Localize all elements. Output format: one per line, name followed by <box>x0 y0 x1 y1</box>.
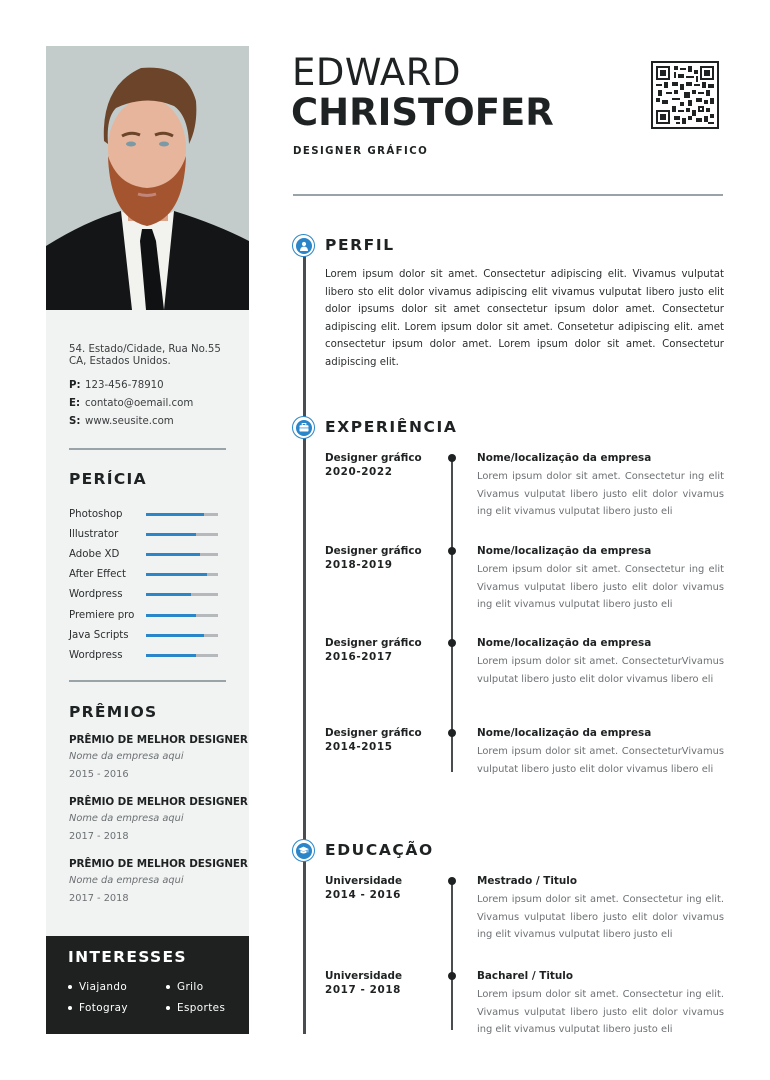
skill-name: Java Scripts <box>69 629 129 641</box>
skill-name: After Effect <box>69 569 127 581</box>
job-description: Lorem ipsum dolor sit amet. Consectetur ing elit Vivamus vulputat libero justo elit dolor vivamus ing elit vivamus vulputat libero justo eli <box>477 564 724 611</box>
award-item <box>69 856 249 908</box>
job-role: Designer gráfico <box>325 545 422 557</box>
job-role: Designer gráfico <box>325 637 422 649</box>
address-line-2: CA, Estados Unidos. <box>69 356 171 367</box>
award-title: PRÊMIO DE MELHOR DESIGNER <box>69 796 248 808</box>
company-name: Nome/localização da empresa <box>477 637 652 649</box>
education-description: Lorem ipsum dolor sit amet. Consectetur ing elit. Vivamus vulputat libero justo elit dolor vivamus ing elit vivamus vulputat libero justo eli <box>477 989 724 1036</box>
skill-bar <box>146 513 218 516</box>
website-label: S: <box>69 416 81 427</box>
interest-label: Viajando <box>79 981 128 993</box>
award-item <box>69 794 249 846</box>
skill-name: Wordpress <box>69 589 123 601</box>
sidebar <box>46 46 249 1034</box>
timeline-dot <box>448 877 456 885</box>
skill-bar-fill <box>146 513 204 516</box>
award-years: 2015 - 2016 <box>69 769 129 780</box>
profile-section-title: PERFIL <box>325 236 395 254</box>
award-company: Nome da empresa aqui <box>69 813 184 824</box>
award-company: Nome da empresa aqui <box>69 875 184 886</box>
award-item <box>69 732 249 784</box>
job-years: 2014-2015 <box>325 740 393 753</box>
awards-title: PRÊMIOS <box>69 703 158 721</box>
main-timeline-line <box>303 256 306 1034</box>
phone-row <box>69 377 239 395</box>
contact-info <box>69 344 239 431</box>
interests-title: INTERESSES <box>68 948 187 966</box>
education-years: 2017 - 2018 <box>325 983 401 996</box>
job-description: Lorem ipsum dolor sit amet. ConsecteturVivamus vulputat libero justo elit dolor vivamus libero eli <box>477 656 724 685</box>
skill-item <box>69 645 229 665</box>
timeline-dot <box>448 972 456 980</box>
skill-item <box>69 504 229 524</box>
email-link[interactable]: contato@oemail.com <box>85 398 194 409</box>
phone-label: P: <box>69 380 81 391</box>
job-title: DESIGNER GRÁFICO <box>293 146 429 157</box>
interest-item <box>166 979 243 995</box>
skill-item <box>69 605 229 625</box>
award-title: PRÊMIO DE MELHOR DESIGNER <box>69 858 248 870</box>
interest-label: Fotogray <box>79 1002 128 1014</box>
phone-value: 123-456-78910 <box>85 380 164 391</box>
skill-bar <box>146 614 218 617</box>
education-description: Lorem ipsum dolor sit amet. Consectetur ing elit. Vivamus vulputat libero justo elit dolor vivamus ing elit vivamus vulputat libero justo eli <box>477 894 724 941</box>
award-company: Nome da empresa aqui <box>69 751 184 762</box>
skills-list <box>69 504 229 666</box>
skill-item <box>69 625 229 645</box>
skill-name: Illustrator <box>69 528 119 540</box>
email-label: E: <box>69 398 81 409</box>
experience-section-title: EXPERIÊNCIA <box>325 418 458 436</box>
award-years: 2017 - 2018 <box>69 831 129 842</box>
experience-timeline-line <box>451 457 453 772</box>
skill-bar-fill <box>146 593 191 596</box>
interests-panel <box>46 936 249 1034</box>
header-divider <box>293 194 723 196</box>
graduation-cap-icon <box>292 839 315 862</box>
job-years: 2016-2017 <box>325 650 393 663</box>
award-years: 2017 - 2018 <box>69 893 129 904</box>
address-line-1: 54. Estado/Cidade, Rua No.55 <box>69 344 221 355</box>
bullet-icon <box>166 1006 170 1010</box>
address <box>69 344 239 368</box>
timeline-dot <box>448 547 456 555</box>
interest-label: Grilo <box>177 981 204 993</box>
skill-bar <box>146 593 218 596</box>
interest-item <box>68 979 166 995</box>
timeline-dot <box>448 639 456 647</box>
briefcase-icon <box>292 416 315 439</box>
interests-list <box>68 979 243 1016</box>
skill-item <box>69 524 229 544</box>
skill-item <box>69 544 229 564</box>
interest-label: Esportes <box>177 1002 226 1014</box>
bullet-icon <box>166 985 170 989</box>
school-name: Universidade <box>325 970 403 982</box>
job-years: 2018-2019 <box>325 558 393 571</box>
skill-bar <box>146 654 218 657</box>
company-name: Nome/localização da empresa <box>477 545 652 557</box>
skill-bar-fill <box>146 654 196 657</box>
profile-photo <box>46 46 249 310</box>
skill-bar-fill <box>146 614 196 617</box>
interest-item <box>166 1000 243 1016</box>
skill-bar-fill <box>146 553 200 556</box>
company-name: Nome/localização da empresa <box>477 727 652 739</box>
website-row <box>69 413 239 431</box>
skill-name: Adobe XD <box>69 548 120 560</box>
education-timeline-line <box>451 880 453 1030</box>
school-name: Universidade <box>325 875 403 887</box>
last-name: CHRISTOFER <box>291 91 554 134</box>
award-title: PRÊMIO DE MELHOR DESIGNER <box>69 734 248 746</box>
degree-title: Bacharel / Titulo <box>477 970 573 982</box>
interest-item <box>68 1000 166 1016</box>
skill-name: Premiere pro <box>69 609 135 621</box>
bullet-icon <box>68 985 72 989</box>
skill-bar <box>146 533 218 536</box>
skill-bar-fill <box>146 533 196 536</box>
skill-item <box>69 565 229 585</box>
sidebar-divider <box>69 680 226 682</box>
company-name: Nome/localização da empresa <box>477 452 652 464</box>
website-link[interactable]: www.seusite.com <box>85 416 174 427</box>
profile-text: Lorem ipsum dolor sit amet. Consectetur adipiscing elit. Vivamus vulputat libero sto elit dolor vivamus adipiscing elit vivamus vulputat libero justo elit dolor ipsums dolor sit amet consectetur ipsum dolor amet. Consectetur adipiscing elit. Lorem ipsum dolor sit amet. Consetetur adipiscing elit. amet consectetur ipsum dolor amet. Lorem ipsum dolor sit amet. Consectetur adipiscing elit. <box>325 269 724 368</box>
job-description: Lorem ipsum dolor sit amet. ConsecteturVivamus vulputat libero justo elit dolor vivamus libero eli <box>477 746 724 775</box>
timeline-dot <box>448 454 456 462</box>
job-description: Lorem ipsum dolor sit amet. Consectetur ing elit Vivamus vulputat libero justo elit dolor vivamus ing elit vivamus vulputat libero justo eli <box>477 471 724 518</box>
skill-bar-fill <box>146 573 207 576</box>
first-name: EDWARD <box>292 51 461 94</box>
skill-name: Wordpress <box>69 649 123 661</box>
bullet-icon <box>68 1006 72 1010</box>
skill-bar-fill <box>146 634 204 637</box>
user-icon <box>292 234 315 257</box>
skill-name: Photoshop <box>69 508 123 520</box>
skill-item <box>69 585 229 605</box>
skill-bar <box>146 553 218 556</box>
sidebar-divider <box>69 448 226 450</box>
degree-title: Mestrado / Titulo <box>477 875 577 887</box>
job-role: Designer gráfico <box>325 452 422 464</box>
timeline-dot <box>448 729 456 737</box>
skill-bar <box>146 634 218 637</box>
skills-title: PERÍCIA <box>69 470 147 488</box>
awards-list <box>69 732 249 918</box>
education-years: 2014 - 2016 <box>325 888 401 901</box>
email-row <box>69 395 239 413</box>
education-section-title: EDUCAÇÃO <box>325 841 434 859</box>
skill-bar <box>146 573 218 576</box>
job-role: Designer gráfico <box>325 727 422 739</box>
qr-code-icon[interactable] <box>651 61 719 129</box>
job-years: 2020-2022 <box>325 465 393 478</box>
